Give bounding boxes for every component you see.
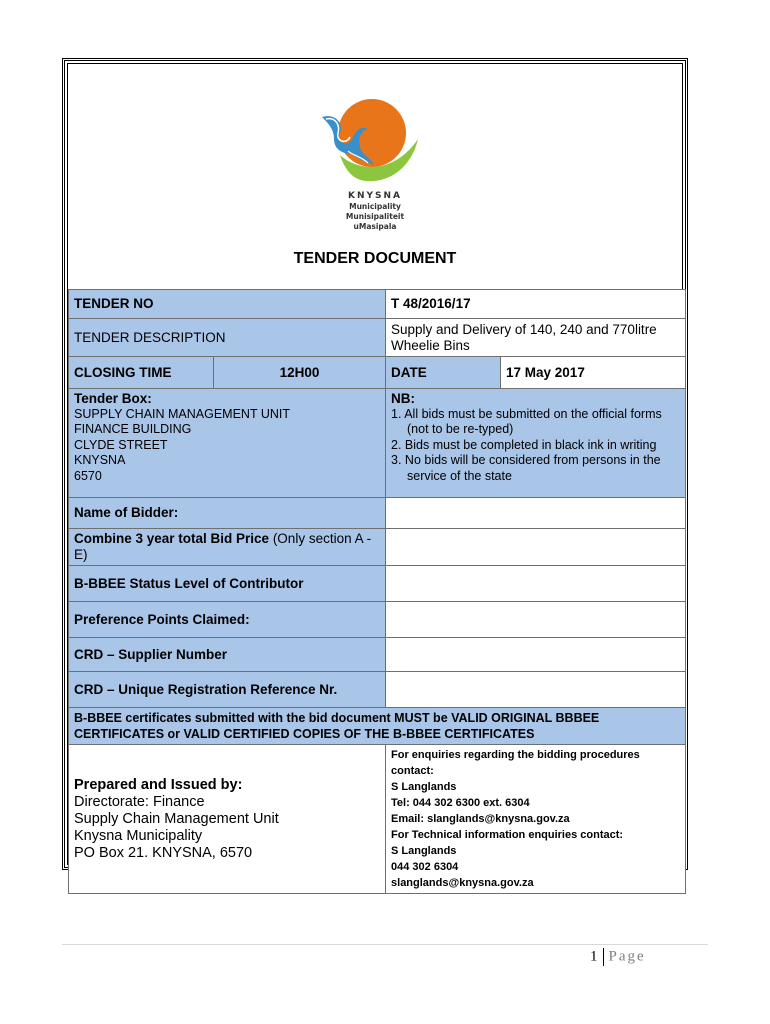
tender-box-line: SUPPLY CHAIN MANAGEMENT UNIT [74,407,291,421]
page-word: Page [608,948,646,965]
prepared-by-line: Knysna Municipality [74,827,203,844]
knysna-logo-icon [300,95,450,235]
nb-cell [386,389,686,498]
bid-price-field[interactable] [386,529,686,566]
svg-text:uMasipala: uMasipala [353,222,397,231]
tender-description-label: TENDER DESCRIPTION [69,319,386,357]
preference-points-field[interactable] [386,602,686,638]
crd-unique-label: CRD – Unique Registration Reference Nr. [69,672,386,708]
tender-box-line: 6570 [74,468,102,483]
prepared-by-line: Supply Chain Management Unit [74,810,279,827]
enquiries-line: For Technical information enquiries contact: [391,829,624,841]
enquiries-line: For enquiries regarding the bidding procedures contact: [391,749,640,777]
date-label: DATE [386,357,501,389]
tender-no-value: T 48/2016/17 [386,290,686,319]
document-title: TENDER DOCUMENT [293,250,457,267]
tender-box-line: FINANCE BUILDING [74,422,192,437]
bbbee-level-field[interactable] [386,566,686,602]
page-number-value: 1 [590,948,598,965]
enquiries-line: Email: slanglands@knysna.gov.za [391,813,570,825]
prepared-by-line: PO Box 21. KNYSNA, 6570 [74,844,253,861]
enquiries-line: slanglands@knysna.gov.za [391,877,534,889]
nb-label: NB: [391,391,416,406]
svg-text:Municipality: Municipality [349,202,401,211]
enquiries-line: Tel: 044 302 6300 ext. 6304 [391,797,530,809]
svg-text:Munisipaliteit: Munisipaliteit [345,212,405,221]
bid-price-label-rest: (Only section A - E) [74,531,372,562]
tender-box-cell [69,389,386,498]
enquiries-cell [386,745,686,894]
tender-description-value: Supply and Delivery of 140, 240 and 770litre Wheelie Bins [386,319,686,357]
closing-time-value: 12H00 [214,357,386,389]
page-number [590,948,646,966]
enquiries-line: 044 302 6304 [391,861,459,873]
page-separator [603,948,604,966]
prepared-by-line: Directorate: Finance [74,793,205,810]
nb-item: 2. Bids must be completed in black ink in writing [391,437,657,452]
bidder-name-label: Name of Bidder: [69,498,386,529]
tender-table [68,289,686,894]
enquiries-line: S Langlands [391,845,457,857]
bbbee-level-label: B-BBEE Status Level of Contributor [69,566,386,602]
crd-supplier-field[interactable] [386,638,686,672]
nb-item: 1. All bids must be submitted on the official forms (not to be re-typed) [391,407,662,437]
tender-box-line: KNYSNA [74,453,126,468]
crd-unique-field[interactable] [386,672,686,708]
tender-box-line: CLYDE STREET [74,437,168,452]
bid-price-label-bold: Combine 3 year total Bid Price [74,531,270,546]
bidder-name-field[interactable] [386,498,686,529]
crd-supplier-label: CRD – Supplier Number [69,638,386,672]
enquiries-line: S Langlands [391,781,457,793]
footer-divider [62,944,708,945]
svg-text:KNYSNA: KNYSNA [347,191,403,201]
prepared-by-heading: Prepared and Issued by: [74,776,243,793]
preference-points-label: Preference Points Claimed: [69,602,386,638]
prepared-by-cell [69,745,386,894]
knysna-logo [300,95,450,235]
nb-item: 3. No bids will be considered from persons in the service of the state [391,453,661,483]
bbbee-notice: B-BBEE certificates submitted with the bid document MUST be VALID ORIGINAL BBBEE CERTIFICATES or VALID CERTIFIED COPIES OF THE B-BBEE CERTIFICATES [69,708,686,745]
tender-no-label: TENDER NO [69,290,386,319]
date-value: 17 May 2017 [501,357,686,389]
tender-box-label: Tender Box: [74,391,152,406]
closing-time-label: CLOSING TIME [69,357,214,389]
bid-price-label [69,529,386,566]
